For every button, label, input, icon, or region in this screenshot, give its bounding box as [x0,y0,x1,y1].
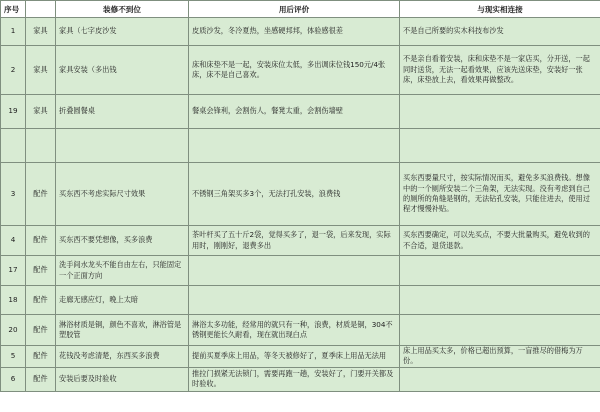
cell-item [56,129,189,163]
table-row [1,163,600,226]
cell-item: 买东西不要凭想像，买多浪费 [56,226,189,256]
cell-item: 花钱没考虑清楚，东西买多浪费 [56,346,189,368]
cell-item: 走廊无感应灯，晚上太暗 [56,286,189,315]
header-connect: 与现实相连接 [400,1,600,18]
cell-connect [400,367,600,391]
cell-connect [400,315,600,346]
cell-item: 家具（七字皮沙发 [56,18,189,46]
cell-category [26,129,56,163]
table-row [1,95,600,129]
table-row [1,18,600,46]
cell-connect: 买东西要量尺寸，按实际情况而买，避免多买浪费钱。想像中的一个厕所安装二个三角架，无法实现。没有考虑到自己的厕所的角缝是钢的，无法钻孔安装，只能住进去，使用过程才慢慢补贴。 [400,163,600,226]
cell-review [189,286,400,315]
cell-connect [400,95,600,129]
table-row [1,46,600,95]
cell-connect [400,256,600,286]
header-item: 装修不到位 [56,1,189,18]
cell-connect [400,129,600,163]
cell-no: 20 [1,315,26,346]
cell-category: 家具 [26,18,56,46]
cell-no [1,129,26,163]
table-row [1,226,600,256]
cell-item: 洗手间水龙头不能自由左右，只能固定一个正面方向 [56,256,189,286]
cell-connect: 床上用品买太多，价格已超出预算，一盲推尽的借梅为万份。 [400,346,600,368]
header-no: 序号 [1,1,26,18]
cell-review: 淋浴太多功能，经常用的就只有一种，浪费，材质是铜，304不锈钢更能长久耐看，现在就出现白点 [189,315,400,346]
cell-category: 配件 [26,256,56,286]
cell-no: 1 [1,18,26,46]
cell-review: 床和床垫不是一起，安装床位太低，多出调床位钱150元/4张床，床不是自己喜欢。 [189,46,400,95]
cell-no: 5 [1,346,26,368]
cell-no: 6 [1,367,26,391]
cell-no: 17 [1,256,26,286]
table-row [1,286,600,315]
cell-no: 4 [1,226,26,256]
cell-item: 折叠圆餐桌 [56,95,189,129]
cell-category: 配件 [26,315,56,346]
cell-review: 不锈钢三角架买多3个，无法打孔安装，浪费钱 [189,163,400,226]
cell-review: 餐桌会锋利，会割伤人，餐凳太重，会割伤墙壁 [189,95,400,129]
table-row [1,346,600,368]
cell-category: 配件 [26,286,56,315]
cell-item: 家具安装（多出钱 [56,46,189,95]
cell-category: 配件 [26,163,56,226]
cell-no: 18 [1,286,26,315]
cell-no: 3 [1,163,26,226]
cell-review: 茶叶杆买了五十斤2袋，觉得买多了，退一袋，后来发现，实际用时，刚刚好，退费多出 [189,226,400,256]
cell-category: 配件 [26,226,56,256]
cell-review [189,256,400,286]
cell-category: 配件 [26,346,56,368]
header-review: 用后评价 [189,1,400,18]
header-category [26,1,56,18]
cell-review: 推拉门损紧无法锁门，需要再跑一趟，安装好了，门要开关都及时验收。 [189,367,400,391]
table-row [1,256,600,286]
cell-item: 买东西不考虑实际尺寸效果 [56,163,189,226]
cell-connect: 不是自己所要的实木科技布沙发 [400,18,600,46]
cell-connect: 买东西要确定，可以先买点，不要大批量购买，避免收到的不合适，退货退款。 [400,226,600,256]
cell-review: 皮质沙发，冬冷夏热，坐感硬邦邦，体验感很差 [189,18,400,46]
cell-review [189,129,400,163]
table-row [1,315,600,346]
cell-review: 提前买夏季床上用品，等冬天被修好了，夏季床上用品无法用 [189,346,400,368]
header-row [1,1,600,18]
cell-category: 配件 [26,367,56,391]
cell-no: 2 [1,46,26,95]
table-row [1,367,600,391]
cell-category: 家具 [26,95,56,129]
cell-item: 安装后要及时验收 [56,367,189,391]
cell-no: 19 [1,95,26,129]
cell-category: 家具 [26,46,56,95]
cell-item: 淋浴材质是铜，颜色不喜欢，淋浴管是塑胶管 [56,315,189,346]
cell-connect: 不是亲自看着安装，床和床垫不是一家店买，分开送，一起同时送货，无法一起看效果，应该先送床垫，安装好一张床，床垫放上去，看效果再做整改。 [400,46,600,95]
table-row [1,129,600,163]
cell-connect [400,286,600,315]
